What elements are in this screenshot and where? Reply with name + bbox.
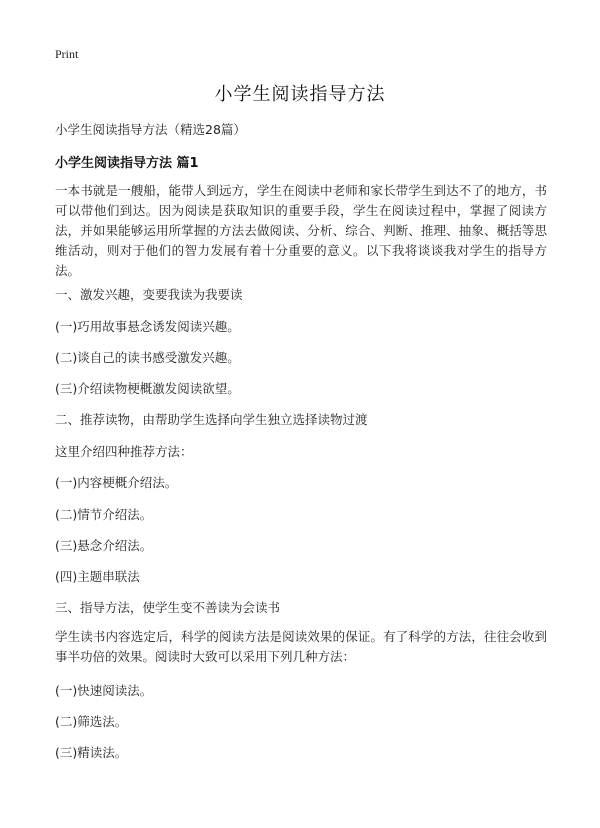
list-item: (三)精读法。 [55, 745, 128, 760]
list-item: (三)悬念介绍法。 [55, 538, 153, 553]
list-intro: 这里介绍四种推荐方法： [55, 444, 193, 459]
heading-1: 一、激发兴趣，变要我读为我要读 [55, 287, 243, 302]
list-item: (二)情节介绍法。 [55, 507, 153, 522]
intro-paragraph: 一本书就是一艘船，能带人到远方，学生在阅读中老师和家长带学生到达不了的地方，书可以带他们到达。因为阅读是获取知识的重要手段，学生在阅读过程中，掌握了阅读方法，并如果能够运用所掌握的方法去做阅读、分析、综合、判断、推理、抽象、概括等思维活动，则对于他们的智力发展有着十分重要的意义。以下我将谈谈我对学生的指导方法。 [55, 183, 547, 278]
page-title: 小学生阅读指导方法 [214, 84, 386, 105]
list-item: (一)快速阅读法。 [55, 683, 153, 698]
list-item: (一)巧用故事悬念诱发阅读兴趣。 [55, 319, 240, 334]
heading-2: 二、推荐读物，由帮助学生选择向学生独立选择读物过渡 [55, 412, 368, 427]
list-item: (二)谈自己的读书感受激发兴趣。 [55, 350, 240, 365]
section-heading: 小学生阅读指导方法 篇1 [55, 156, 199, 171]
print-link[interactable]: Print [55, 47, 79, 61]
list-item: (三)介绍读物梗概激发阅读欲望。 [55, 381, 240, 396]
list-item: (二)筛选法。 [55, 714, 128, 729]
heading-3: 三、指导方法，使学生变不善读为会读书 [55, 600, 281, 615]
list-item: (四)主题串联法 [55, 569, 140, 584]
list-item: (一)内容梗概介绍法。 [55, 475, 178, 490]
method-paragraph: 学生读书内容选定后，科学的阅读方法是阅读效果的保证。有了科学的方法，往往会收到事半功倍的效果。阅读时大致可以采用下列几种方法： [55, 629, 547, 664]
document-subtitle: 小学生阅读指导方法（精选28篇） [55, 122, 246, 137]
